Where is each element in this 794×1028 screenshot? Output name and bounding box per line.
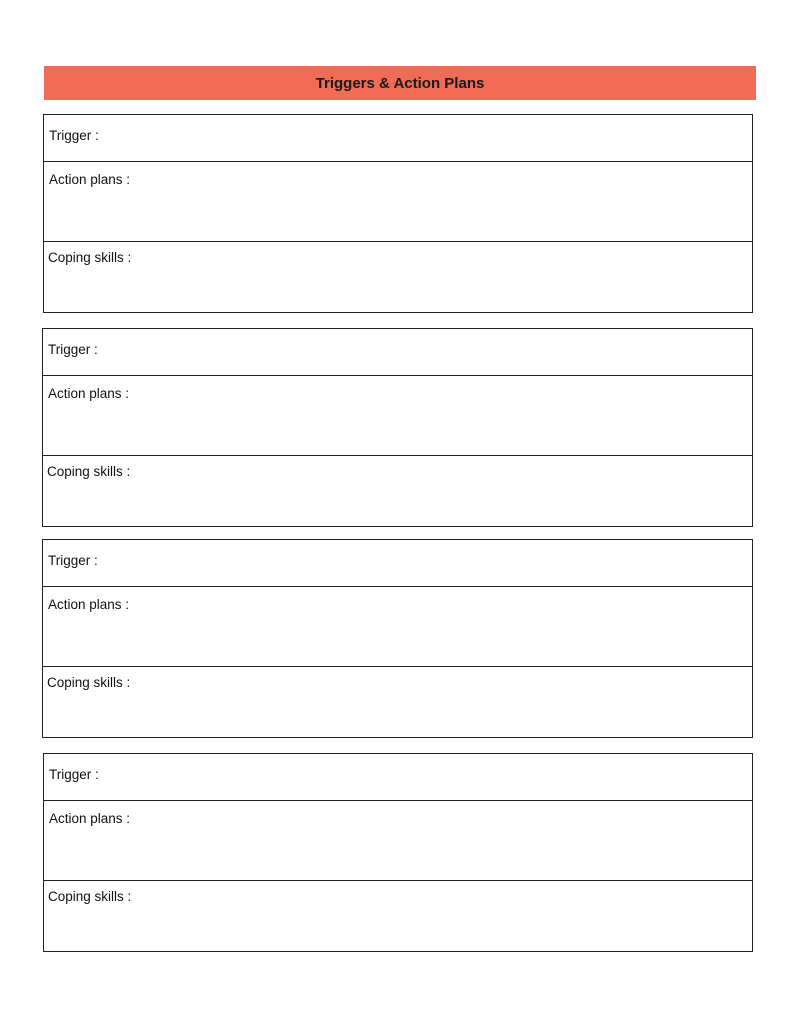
coping-skills-row[interactable] xyxy=(44,881,752,951)
action-plans-label: Action plans : xyxy=(49,811,131,826)
coping-skills-row[interactable] xyxy=(43,667,752,737)
trigger-label: Trigger : xyxy=(48,342,98,357)
trigger-label: Trigger : xyxy=(49,128,99,143)
trigger-card-1 xyxy=(43,114,753,313)
trigger-card-4 xyxy=(43,753,753,952)
action-plans-row[interactable] xyxy=(44,801,752,881)
trigger-card-2 xyxy=(42,328,753,527)
coping-skills-label: Coping skills : xyxy=(47,675,131,690)
action-plans-row[interactable] xyxy=(43,587,752,667)
coping-skills-label: Coping skills : xyxy=(48,889,132,904)
action-plans-row[interactable] xyxy=(43,376,752,456)
trigger-row[interactable] xyxy=(44,754,752,801)
coping-skills-label: Coping skills : xyxy=(47,464,131,479)
trigger-row[interactable] xyxy=(43,540,752,587)
trigger-row[interactable] xyxy=(43,329,752,376)
action-plans-label: Action plans : xyxy=(48,386,130,401)
action-plans-label: Action plans : xyxy=(49,172,131,187)
trigger-label: Trigger : xyxy=(49,767,99,782)
trigger-card-3 xyxy=(42,539,753,738)
trigger-label: Trigger : xyxy=(48,553,98,568)
coping-skills-row[interactable] xyxy=(43,456,752,526)
title-bar xyxy=(44,66,756,100)
action-plans-label: Action plans : xyxy=(48,597,130,612)
coping-skills-row[interactable] xyxy=(44,242,752,312)
coping-skills-label: Coping skills : xyxy=(48,250,132,265)
trigger-row[interactable] xyxy=(44,115,752,162)
page-title: Triggers & Action Plans xyxy=(315,74,485,92)
action-plans-row[interactable] xyxy=(44,162,752,242)
